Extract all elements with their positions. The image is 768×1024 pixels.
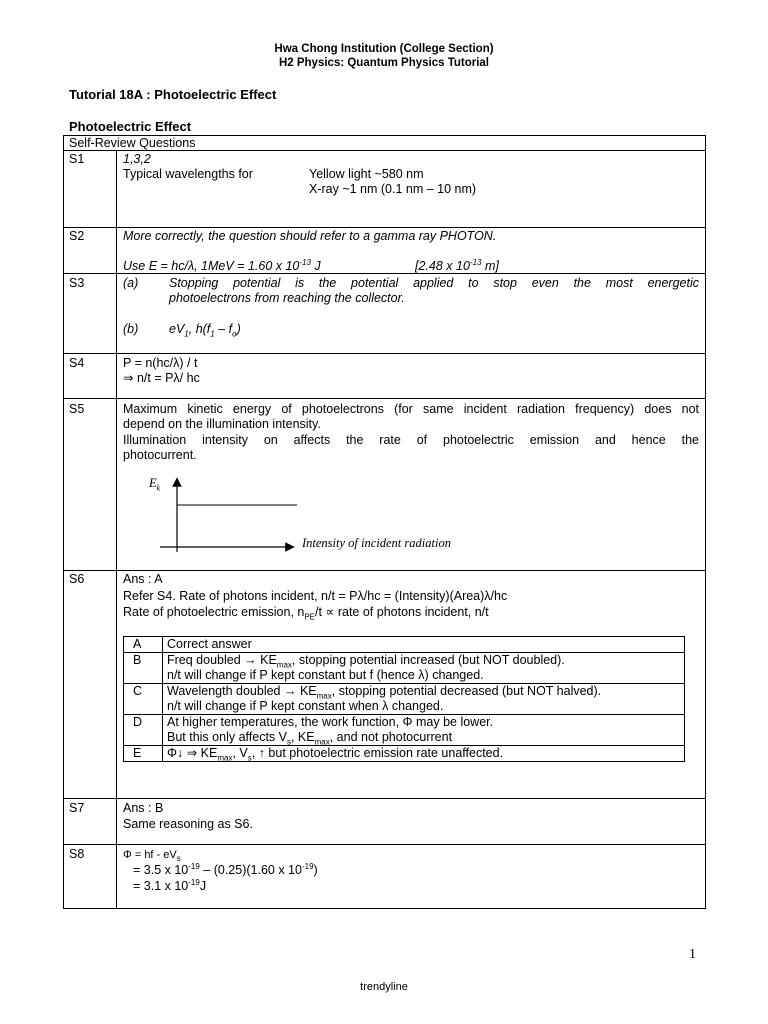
option-key: A bbox=[124, 637, 163, 653]
option-text: At higher temperatures, the work function, Φ may be lower. But this only affects $V_s$, $KE_{max}$, and not photocurrent bbox=[163, 715, 685, 746]
s3-id: S3 bbox=[69, 276, 85, 290]
s5-line1: Maximum kinetic energy of photoelectrons (for same incident radiation frequency) does not bbox=[123, 402, 699, 416]
option-text: Wavelength doubled → $KE_{max}$, stopping potential decreased (but NOT halved). n/t will change if P kept constant when λ changed. bbox=[163, 684, 685, 715]
s3-b-text: $eV_1$, $h(f_1 - f_o)$ bbox=[169, 322, 241, 339]
s6-line2: Refer S4. Rate of photons incident, n/t = Pλ/hc = (Intensity)(Area)λ/hc bbox=[123, 589, 508, 603]
s6-line3: Rate of photoelectric emission, $n_{PE}/t$ ∝ rate of photons incident, n/t bbox=[123, 605, 489, 622]
s8-line2: = 3.5 x $10^{-19} - (0.25)(1.60$ x $10^{-19}$) bbox=[133, 861, 318, 877]
s4-line2: ⇒ n/t = Pλ/ hc bbox=[123, 371, 200, 385]
s7-ans: Ans : B bbox=[123, 801, 164, 815]
option-row-c bbox=[124, 684, 685, 715]
s2-line2a: Use E = hc/λ, 1MeV = 1.60 x $10^{-13}$ J bbox=[123, 257, 321, 273]
s4-line1: P = n(hc/λ) / t bbox=[123, 356, 198, 370]
page-number: 1 bbox=[689, 947, 696, 962]
s2-line2b: [2.48 x $10^{-13}$ m] bbox=[415, 257, 499, 273]
intensity-graph bbox=[150, 472, 310, 562]
institution-header: Hwa Chong Institution (College Section) bbox=[274, 43, 494, 55]
option-text: Φ↓ ⇒ $KE_{max}$, $V_s$, ↑ but photoelectric emission rate unaffected. bbox=[163, 746, 685, 762]
option-row-e bbox=[124, 746, 685, 762]
graph-y-label: $E_k$ bbox=[149, 476, 161, 493]
course-header: H2 Physics: Quantum Physics Tutorial bbox=[278, 57, 490, 69]
option-key: B bbox=[124, 653, 163, 684]
tutorial-title: Tutorial 18A : Photoelectric Effect bbox=[69, 87, 277, 102]
s1-id: S1 bbox=[69, 152, 85, 166]
s6-options-table bbox=[123, 636, 685, 762]
s3-b-label: (b) bbox=[123, 322, 139, 336]
s3-a-line2: photoelectrons from reaching the collector. bbox=[169, 291, 405, 305]
s5-line4: photocurrent. bbox=[123, 448, 197, 462]
s3-a-label: (a) bbox=[123, 276, 139, 290]
option-text: Freq doubled → $KE_{max}$, stopping potential increased (but NOT doubled). n/t will change if P kept constant but f (hence λ) changed. bbox=[163, 653, 685, 684]
s7-line2: Same reasoning as S6. bbox=[123, 817, 253, 831]
section-title: Photoelectric Effect bbox=[69, 119, 192, 134]
footer-text: trendyline bbox=[360, 981, 408, 993]
s3-a-line1: Stopping potential is the potential applied to stop even the most energetic bbox=[169, 276, 699, 290]
s5-line2: depend on the illumination intensity. bbox=[123, 417, 321, 431]
s1-label: Typical wavelengths for bbox=[123, 167, 253, 181]
s5-id: S5 bbox=[69, 402, 85, 416]
s7-id: S7 bbox=[69, 801, 85, 815]
option-row-d bbox=[124, 715, 685, 746]
s8-line1: Φ = hf - $eV_s$ bbox=[123, 849, 181, 864]
s6-ans: Ans : A bbox=[123, 572, 163, 586]
s1-yellow: Yellow light ~580 nm bbox=[309, 167, 424, 181]
s1-answer: 1,3,2 bbox=[123, 152, 151, 166]
s6-id: S6 bbox=[69, 572, 85, 586]
option-key: C bbox=[124, 684, 163, 715]
s2-id: S2 bbox=[69, 229, 85, 243]
s5-line3: Illumination intensity on affects the rate of photoelectric emission and hence the bbox=[123, 433, 699, 447]
graph-x-label: Intensity of incident radiation bbox=[302, 536, 451, 550]
option-row-a bbox=[124, 637, 685, 653]
s8-id: S8 bbox=[69, 847, 85, 861]
s1-xray: X-ray ~1 nm (0.1 nm – 10 nm) bbox=[309, 182, 477, 196]
s8-line3: = 3.1 x $10^{-19}J$ bbox=[133, 877, 207, 893]
option-key: E bbox=[124, 746, 163, 762]
table-header: Self-Review Questions bbox=[69, 136, 196, 150]
option-text: Correct answer bbox=[163, 637, 685, 653]
s4-id: S4 bbox=[69, 356, 85, 370]
s2-line1: More correctly, the question should refer to a gamma ray PHOTON. bbox=[123, 229, 497, 243]
option-key: D bbox=[124, 715, 163, 746]
option-row-b bbox=[124, 653, 685, 684]
